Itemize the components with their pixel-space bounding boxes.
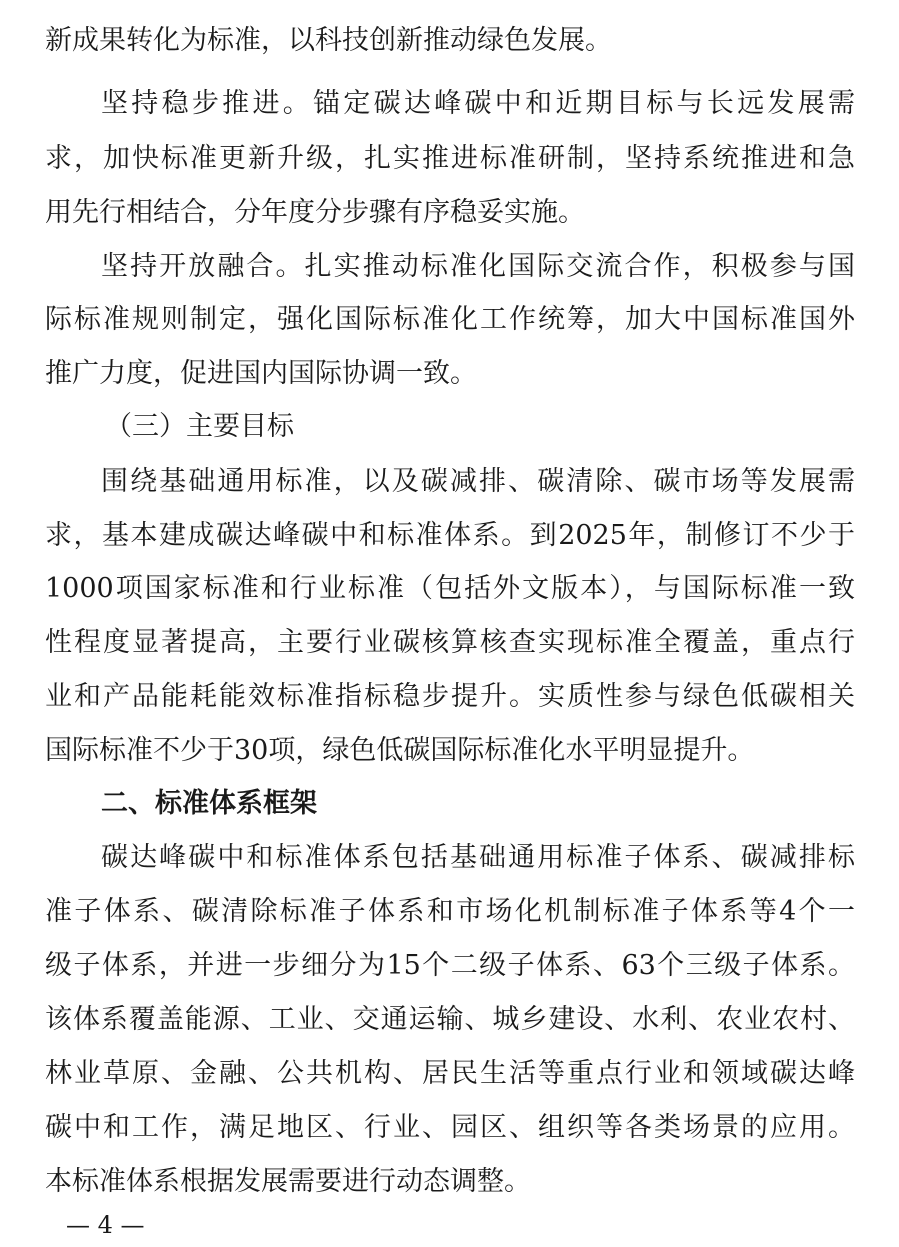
text-line: 坚持开放融合。扎实推动标准化国际交流合作，积极参与国 (101, 251, 855, 282)
text-line: 林业草原、金融、公共机构、居民生活等重点行业和领域碳达峰 (45, 1058, 855, 1089)
section-heading: 二、标准体系框架 (101, 788, 317, 819)
text-line: 碳达峰碳中和标准体系包括基础通用标准子体系、碳减排标 (101, 842, 855, 873)
text-line: 业和产品能耗能效标准指标稳步提升。实质性参与绿色低碳相关 (45, 681, 855, 712)
text-line: 1000项国家标准和行业标准（包括外文版本），与国际标准一致 (45, 573, 855, 604)
text-line: 该体系覆盖能源、工业、交通运输、城乡建设、水利、农业农村、 (45, 1004, 855, 1035)
text-line: 性程度显著提高，主要行业碳核算核查实现标准全覆盖，重点行 (45, 627, 855, 658)
text-line: 际标准规则制定，强化国际标准化工作统筹，加大中国标准国外 (45, 304, 855, 335)
page-number: — 4 — (66, 1211, 145, 1239)
text-line: 推广力度，促进国内国际协调一致。 (45, 358, 477, 389)
text-line: 本标准体系根据发展需要进行动态调整。 (45, 1166, 531, 1197)
text-line: 国际标准不少于30项，绿色低碳国际标准化水平明显提升。 (45, 735, 755, 766)
text-line: 求，加快标准更新升级，扎实推进标准研制，坚持系统推进和急 (45, 143, 855, 174)
text-line: 新成果转化为标准，以科技创新推动绿色发展。 (45, 25, 612, 56)
text-line: 围绕基础通用标准，以及碳减排、碳清除、碳市场等发展需 (101, 466, 855, 497)
text-line: 碳中和工作，满足地区、行业、园区、组织等各类场景的应用。 (45, 1112, 855, 1143)
section-subheading: （三）主要目标 (105, 411, 294, 442)
text-line: 级子体系，并进一步细分为15个二级子体系、63个三级子体系。 (45, 950, 855, 981)
text-line: 坚持稳步推进。锚定碳达峰碳中和近期目标与长远发展需 (101, 88, 855, 119)
text-line: 求，基本建成碳达峰碳中和标准体系。到2025年，制修订不少于 (45, 520, 855, 551)
text-line: 准子体系、碳清除标准子体系和市场化机制标准子体系等4个一 (45, 896, 855, 927)
text-line: 用先行相结合，分年度分步骤有序稳妥实施。 (45, 197, 585, 228)
